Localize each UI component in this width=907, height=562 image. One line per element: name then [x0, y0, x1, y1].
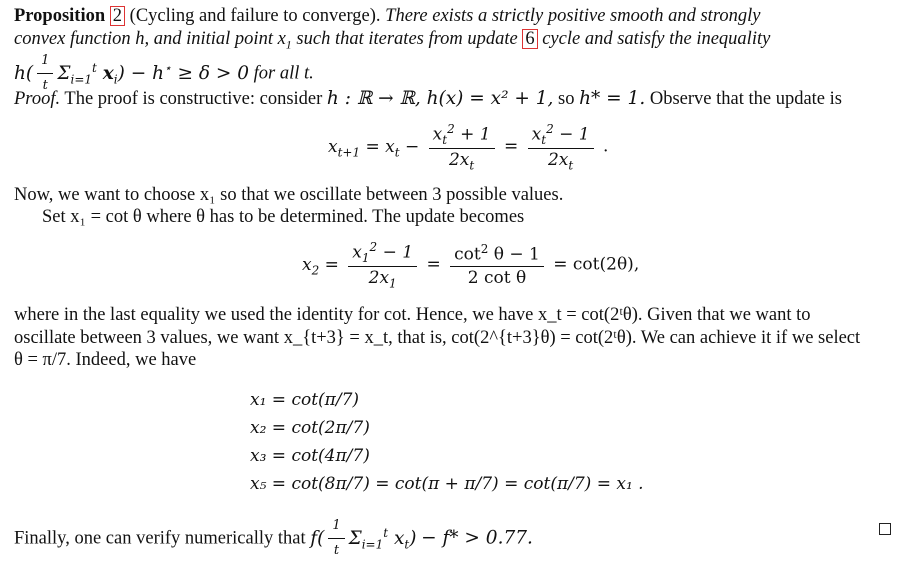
proposition-statement-2b: such that iterates from update	[296, 29, 518, 49]
proof-intro-line	[14, 88, 842, 110]
where-line-2: oscillate between 3 values, we want x_{t+3} = x_t, that is, cot(2^{t+3}θ) = cot(2ᵗθ). We can achieve it if we select	[14, 328, 861, 348]
proposition-label: Proposition	[14, 6, 106, 26]
proposition-statement-3: for all t.	[253, 63, 314, 84]
x5-value: x₅ = cot(8π/7) = cot(π + π/7) = cot(π/7) = x₁ .	[250, 474, 644, 494]
where-line-1: where in the last equality we used the identity for cot. Hence, we have x_t = cot(2ᵗθ). Given that we want to	[14, 305, 811, 325]
x3-value: x₃ = cot(4π/7)	[250, 446, 370, 466]
proposition-line-2: convex function h, and initial point $x_1$ such that iterates from update 6 cycle and satisfy the inequality	[14, 29, 771, 52]
final-tail: − f* > 0.77.	[421, 527, 533, 549]
final-text: Finally, one can verify numerically that	[14, 528, 306, 549]
proposition-ref-link[interactable]: 2	[110, 6, 125, 26]
proposition-statement-1: There exists a strictly positive smooth and strongly	[385, 6, 761, 26]
proof-hstar: h* = 1.	[579, 88, 646, 109]
proposition-statement-2c: cycle and satisfy the inequality	[542, 29, 771, 49]
x2-value: x₂ = cot(2π/7)	[250, 418, 370, 438]
proof-function-def: h : ℝ → ℝ, h(x) = x² + 1,	[326, 88, 554, 109]
qed-square-icon	[879, 523, 891, 535]
equation-ref-link[interactable]: 6	[522, 29, 537, 49]
where-line-3: θ = π/7. Indeed, we have	[14, 350, 197, 370]
proposition-title: (Cycling and failure to converge).	[129, 6, 381, 26]
update-equation: $x_{t+1} = x_t$ − $\frac{x_t^2 + 1}{2x_t}$ = $\frac{x_t^2 - 1}{2x_t}$ .	[328, 122, 609, 173]
proposition-line-3: h( $\frac{1}{t}$ $\Sigma_{i=1}^t$ $x_i) - h^⋆ \ge \delta > 0$ for all t.	[14, 50, 314, 97]
proof-so: so	[558, 89, 575, 109]
now-line: Now, we want to choose x₁ so that we oscillate between 3 possible values.	[14, 185, 564, 205]
x1-value: x₁ = cot(π/7)	[250, 390, 360, 410]
final-line: Finally, one can verify numerically that f( $\frac{1}{t}$ $\Sigma_{i=1}^t$ $x_t) - f* > 0.77$.	[14, 515, 533, 562]
proof-intro-tail: Observe that the update is	[649, 89, 842, 109]
proof-label: Proof.	[14, 89, 61, 109]
proposition-statement-2a: convex function h, and initial point x	[14, 29, 286, 49]
set-line: Set x₁ = cot θ where θ has to be determined. The update becomes	[42, 207, 525, 227]
x2-equation: $x_2$ = $\frac{x_1^2 - 1}{2x_1}$ = $\frac{\cot^2 \theta - 1}{\text{2 cot θ}}$ = cot(2θ),	[302, 240, 640, 291]
proposition-line-1	[14, 5, 760, 27]
proof-intro: The proof is constructive: consider	[64, 89, 323, 109]
